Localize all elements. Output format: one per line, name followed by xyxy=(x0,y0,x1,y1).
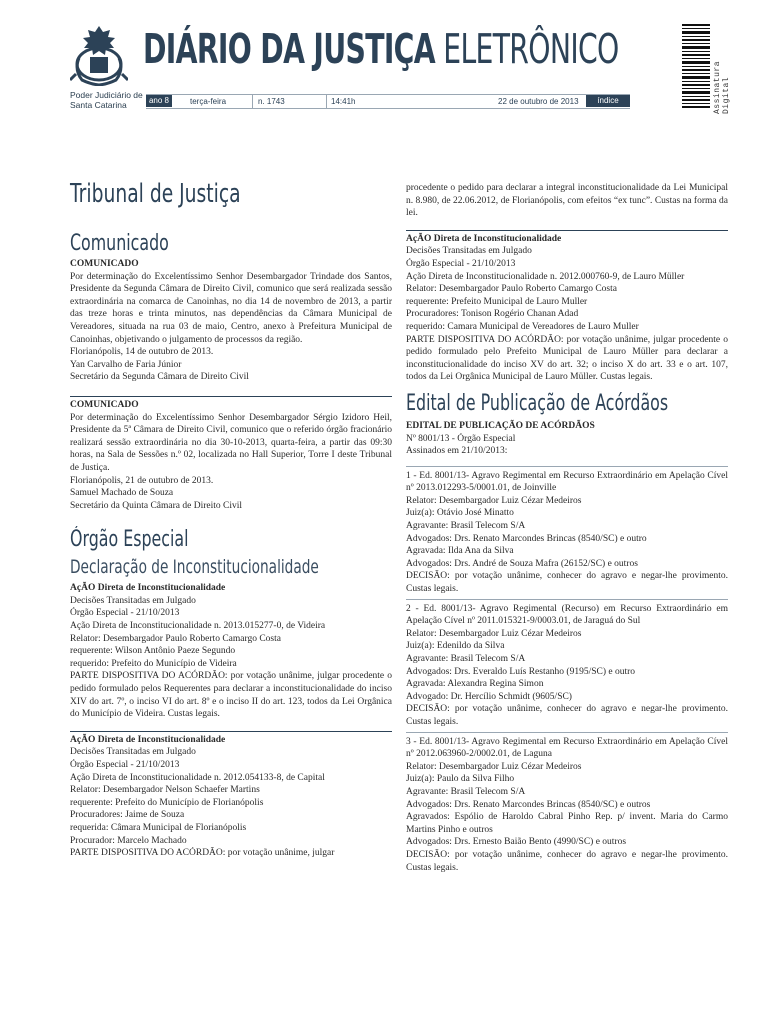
section-divider xyxy=(70,731,392,732)
issue-number: n. 1743 xyxy=(258,97,285,106)
case-decision: PARTE DISPOSITIVA DO ACÓRDÃO: por votação unânime, julgar procedente o pedido formulado pelos Requerentes para declarar a inconstitucionalidade do inciso XIV do art. 7º, o inciso VI do art. 8º e o inciso II do art. 123, todos da Lei Orgânica do Município de Videira. Custas legais. xyxy=(70,671,392,720)
case-line: Decisões Transitadas em Julgado xyxy=(70,747,196,758)
masthead-light: ELETRÔNICO xyxy=(443,25,619,73)
notice-signer-role: Secretário da Quinta Câmara de Direito Civil xyxy=(70,500,242,511)
case-line: Decisões Transitadas em Julgado xyxy=(70,595,196,606)
section-comunicado: Comunicado xyxy=(70,231,169,256)
case-line: Relator: Desembargador Paulo Roberto Camargo Costa xyxy=(70,633,281,644)
case-heading: AçÃO Direta de Inconstitucionalidade xyxy=(406,233,562,244)
appeal-line: Advogado: Dr. Hercílio Schmidt (9605/SC) xyxy=(406,691,572,702)
page-header xyxy=(0,0,768,120)
masthead-title xyxy=(143,22,619,76)
digital-signature-label: Assinatura Digital xyxy=(713,60,731,114)
appeal-line: Relator: Desembargador Luiz Cézar Medeiros xyxy=(406,628,582,639)
item-divider xyxy=(406,599,728,600)
case-line: Ação Direta de Inconstitucionalidade n. 2012.054133-8, de Capital xyxy=(70,772,325,783)
notice-signer: Yan Carvalho de Faria Júnior xyxy=(70,359,182,370)
notice-heading: COMUNICADO xyxy=(70,259,139,269)
appeal-decision: DECISÃO: por votação unânime, conhecer do agravo e negar-lhe provimento. Custas legais. xyxy=(406,704,728,727)
appeal-line: Advogados: Drs. André de Souza Mafra (26152/SC) e outros xyxy=(406,558,638,569)
case-line: requerida: Câmara Municipal de Florianópolis xyxy=(70,822,247,833)
case-decision: PARTE DISPOSITIVA DO ACÓRDÃO: por votação unânime, julgar procedente o pedido formulado pelo Prefeito Municipal de Lauro Müller para declarar a inconstitucionalidade do inciso XV do art. 32; o inciso X do art. 33 e o art. 107, todos da Lei Orgânica Municipal de Lauro Müller. Custas legais. xyxy=(406,334,728,383)
publisher-line2: Santa Catarina xyxy=(70,100,127,110)
section-edital: Edital de Publicação de Acórdãos xyxy=(406,390,669,416)
issue-info-bar xyxy=(146,94,630,109)
barcode-icon xyxy=(682,24,710,108)
case-line: Relator: Desembargador Nelson Schaefer Martins xyxy=(70,785,260,796)
case-line: Órgão Especial - 21/10/2013 xyxy=(406,258,516,269)
notice-heading: COMUNICADO xyxy=(70,399,139,410)
case-line: Ação Direta de Inconstitucionalidade n. 2013.015277-0, de Videira xyxy=(70,621,326,632)
case-decision-continued: procedente o pedido para declarar a integral inconstitucionalidade da Lei Municipal n. 8.980, de 22.06.2012, de Florianópolis, com efeitos “ex tunc”. Custas na forma da lei. xyxy=(406,183,728,219)
index-link[interactable]: índice xyxy=(586,95,630,107)
edital-line: Assinados em 21/10/2013: xyxy=(406,446,508,457)
case-heading: AçÃO Direta de Inconstitucionalidade xyxy=(70,583,226,594)
right-column xyxy=(406,182,728,874)
appeal-line: Agravada: Alexandra Regina Simon xyxy=(406,679,544,690)
notice-signer-role: Secretário da Segunda Câmara de Direito Civil xyxy=(70,372,249,383)
case-heading: AçÃO Direta de Inconstitucionalidade xyxy=(70,734,226,745)
publisher-line1: Poder Judiciário de xyxy=(70,90,143,100)
case-line: requerente: Prefeito Municipal de Lauro Muller xyxy=(406,296,588,307)
court-title: Tribunal de Justiça xyxy=(70,179,241,209)
appeal-decision: DECISÃO: por votação unânime, conhecer do agravo e negar-lhe provimento. Custas legais. xyxy=(406,849,728,873)
item-divider xyxy=(406,732,728,733)
issue-date: 22 de outubro de 2013 xyxy=(498,97,579,106)
issue-year: ano 8 xyxy=(146,95,172,107)
divider xyxy=(326,95,327,108)
case-line: Órgão Especial - 21/10/2013 xyxy=(70,760,180,770)
case-line: requerente: Wilson Antônio Paeze Segundo xyxy=(70,646,236,657)
appeal-line: Juiz(a): Edenildo da Silva xyxy=(406,641,505,652)
appeal-line: Advogados: Drs. Everaldo Luís Restanho (9195/SC) e outro xyxy=(406,666,636,677)
publisher-caption xyxy=(70,90,143,110)
case-line: Procurador: Marcelo Machado xyxy=(70,835,187,846)
appeal-title: 3 - Ed. 8001/13- Agravo Regimental em Recurso Extraordinário em Apelação Cível nº 2012.063960-2/0002.01, de Laguna xyxy=(406,736,728,760)
notice-body: Por determinação do Excelentíssimo Senhor Desembargador Trindade dos Santos, Presidente da Segunda Câmara de Direito Civil, comunico que será realizada sessão extraordinária na comarca de Canoinhas, no dia 14 de novembro de 2013, a partir das treze horas e trinta minutos, nas dependências da Câmara Municipal de Vereadores, situada na rua 03 de maio, Centro, anexo à Prefeitura Municipal de Canoinhas, objetivando o julgamento de processos da região. xyxy=(70,271,392,345)
appeal-decision: DECISÃO: por votação unânime, conhecer do agravo e negar-lhe provimento. Custas legais. xyxy=(406,571,728,595)
issue-weekday: terça-feira xyxy=(190,97,227,106)
section-divider xyxy=(70,396,392,397)
notice-place-date: Florianópolis, 21 de outubro de 2013. xyxy=(70,475,214,486)
appeal-line: Agravante: Brasil Telecom S/A xyxy=(406,654,526,664)
case-line: requerente: Prefeito do Município de Florianópolis xyxy=(70,797,264,808)
appeal-line: Agravada: Ilda Ana da Silva xyxy=(406,546,514,557)
notice-body: Por determinação do Excelentíssimo Senhor Desembargador Sérgio Izidoro Heil, Presidente da 5ª Câmara de Direito Civil, comunico que o referido órgão fracionário realizará sessão extraordinária no dia 30-10-2013, quarta-feira, a partir das 09:30 horas, na Sala de Sessões n.º 02, localizada no Hall Superior, Torre I deste Tribunal de Justiça. xyxy=(70,412,392,473)
case-line: Procuradores: Jaime de Souza xyxy=(70,810,185,821)
appeal-line: Advogados: Drs. Renato Marcondes Brincas (8540/SC) e outro xyxy=(406,533,647,544)
case-line: Relator: Desembargador Paulo Roberto Camargo Costa xyxy=(406,284,617,295)
item-divider xyxy=(406,466,728,467)
issue-time: 14:41h xyxy=(331,97,356,106)
appeal-title: 1 - Ed. 8001/13- Agravo Regimental em Recurso Extraordinário em Apelação Cível nº 2013.012293-5/0001.01, de Joinville xyxy=(406,470,728,494)
edital-heading: EDITAL DE PUBLICAÇÃO DE ACÓRDÃOS xyxy=(406,420,595,431)
coat-of-arms-icon xyxy=(70,24,128,86)
appeal-line: Agravante: Brasil Telecom S/A xyxy=(406,521,526,532)
case-line: requerido: Camara Municipal de Vereadores de Lauro Muller xyxy=(406,321,639,332)
case-line: PARTE DISPOSITIVA DO ACÓRDÃO: por votação unânime, julgar xyxy=(70,848,335,859)
masthead-bold: DIÁRIO DA JUSTIÇA xyxy=(143,25,435,73)
appeal-line: Agravados: Espólio de Haroldo Cabral Pinho Rep. p/ invent. Maria do Carmo Martins Pinho e outros xyxy=(406,812,728,835)
edital-line: Nº 8001/13 - Órgão Especial xyxy=(406,433,516,444)
appeal-line: Agravante: Brasil Telecom S/A xyxy=(406,786,526,797)
case-line: Decisões Transitadas em Julgado xyxy=(406,246,532,257)
section-divider xyxy=(406,230,728,231)
subsection-declaracao: Declaração de Inconstitucionalidade xyxy=(70,556,319,579)
section-orgao-especial: Órgão Especial xyxy=(70,527,189,553)
notice-signer: Samuel Machado de Souza xyxy=(70,488,174,499)
case-line: Ação Direta de Inconstitucionalidade n. 2012.000760-9, de Lauro Müller xyxy=(406,271,685,282)
left-column xyxy=(70,178,392,860)
appeal-line: Relator: Desembargador Luiz Cézar Medeiros xyxy=(406,761,582,772)
appeal-line: Juiz(a): Otávio José Minatto xyxy=(406,508,514,519)
appeal-title: 2 - Ed. 8001/13- Agravo Regimental (Recurso) em Recurso Extraordinário em Apelação Cível nº 2011.015321-9/0003.01, de Jaraguá do Sul xyxy=(406,603,728,627)
appeal-line: Juiz(a): Paulo da Silva Filho xyxy=(406,774,515,785)
divider xyxy=(252,95,253,108)
case-line: Órgão Especial - 21/10/2013 xyxy=(70,608,180,619)
appeal-line: Relator: Desembargador Luiz Cézar Medeiros xyxy=(406,495,582,506)
appeal-line: Advogados: Drs. Renato Marcondes Brincas (8540/SC) e outros xyxy=(406,799,651,810)
case-line: Procuradores: Tonison Rogério Chanan Adad xyxy=(406,309,579,320)
notice-place-date: Florianópolis, 14 de outubro de 2013. xyxy=(70,347,214,358)
appeal-line: Advogados: Drs. Ernesto Baião Bento (4990/SC) e outros xyxy=(406,837,627,848)
case-line: requerido: Prefeito do Município de Videira xyxy=(70,658,237,669)
